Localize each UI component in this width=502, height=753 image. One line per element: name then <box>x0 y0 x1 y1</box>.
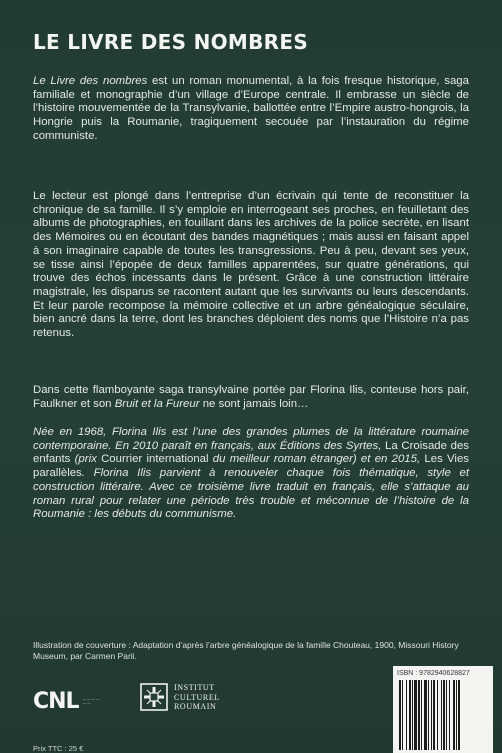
barcode-bar <box>428 680 429 750</box>
icr-line-2: CULTUREL <box>174 692 220 702</box>
bio-book-1: La Croisade des enfants <box>33 439 470 466</box>
barcode-bar <box>458 680 460 750</box>
author-bio <box>33 426 469 522</box>
barcode-bar <box>424 680 427 750</box>
institut-culturel-roumain-logo <box>140 683 220 712</box>
synopsis-text-3b: ne sont jamais loin… <box>199 397 309 410</box>
barcode-bar <box>437 680 438 750</box>
cnl-logo-subtext: — — — — — — <box>82 697 100 705</box>
barcode-bar <box>433 680 435 750</box>
bio-book-2: Les Vies parallèles <box>33 453 469 480</box>
barcode-bar <box>453 680 455 750</box>
synopsis-text-2: Le lecteur est plongé dans l’entreprise d’un écrivain qui tente de reconstituer la chronique de sa famille. Il s’y emploie en interrogeant ses proches, en feuilletant des albums de photographies, en fouillant dans les archives de la police secrète, en lisant des Mémoires ou en écoutant des bandes magnétiques ; mais aussi en faisant appel à son imaginaire capable de toutes les transgressions. Peu à peu, devant ses yeux, se tisse ainsi l’épopée de deux familles apparentées, sur quatre générations, qui trouve des échos incessants dans le présent. Grâce à une construction littéraire magistrale, les disparus se racontent autant que les survivants ou leurs descendants. Et leur parole recompose la mémoire collective et un arbre généalogique séculaire, bien ancré dans la terre, dont les branches déploient des noms que l’Histoire n’a pas retenus. <box>33 190 469 340</box>
barcode-bar <box>446 680 447 750</box>
isbn-label: ISBN : 9782940628827 <box>397 670 470 677</box>
barcode-bar <box>421 680 422 750</box>
book-title-inline: Le Livre des nombres <box>33 75 148 87</box>
barcode-bar <box>414 680 417 750</box>
cover-illustration-credit: Illustration de couverture : Adaptation d’après l’arbre généalogique de la famille Chouteau, 1900, Missouri History Museum, par Carmen Parii. <box>33 640 459 661</box>
page-title: LE LIVRE DES NOMBRES <box>33 30 309 54</box>
bio-text-4: . Florina Ilis parvient à renouveler chaque fois thématique, style et construction littéraire. Avec ce troisième livre traduit en français, elle s’attaque au roman rural pour relater une période très trouble et méconnue de l’histoire de la Roumanie : les débuts du communisme. <box>33 467 469 521</box>
synopsis-text-1: est un roman monumental, à la fois fresque historique, saga familiale et monographie d’un village d’Europe centrale. Il embrasse un siècle de l’histoire mouvementée de la Transylvanie, ballottée entre l’Empire austro-hongrois, la Hongrie puis la Roumanie, tragiquement secouée par l’instauration du régime communiste. <box>33 75 469 142</box>
bio-text-2: (prix <box>70 453 102 466</box>
barcode-bar <box>412 680 413 750</box>
cnl-logo <box>33 686 101 716</box>
icr-line-1: INSTITUT <box>174 683 215 692</box>
barcode-bar <box>431 680 432 750</box>
bio-text-1: Née en 1968, Florina Ilis est l’une des grandes plumes de la littérature roumaine contemporaine. En 2010 paraît en français, aux Éditions des Syrtes, <box>33 426 469 452</box>
icr-emblem-icon <box>140 683 168 711</box>
faulkner-title: Bruit et la Fureur <box>114 397 200 410</box>
synopsis-text-3a: Dans cette flamboyante saga transylvaine portée par Florina Ilis, conteuse hors pair, Faulkner et son <box>33 384 469 410</box>
barcode-bar <box>441 680 442 750</box>
barcode-bar <box>402 680 403 750</box>
bio-text-3: du meilleur roman étranger) et en 2015, <box>208 453 425 466</box>
synopsis-paragraph-1 <box>33 75 469 144</box>
barcode-bar <box>449 680 450 750</box>
barcode-icon <box>397 680 489 750</box>
barcode-bar <box>456 680 457 750</box>
barcode-bar <box>406 680 407 750</box>
synopsis-paragraph-3 <box>33 384 469 411</box>
barcode-box <box>393 666 493 753</box>
cnl-logo-text: CNL <box>33 688 79 714</box>
synopsis-paragraph-2 <box>33 190 469 341</box>
barcode-bar <box>399 680 401 750</box>
price-label: Prix TTC : 25 € <box>33 744 84 753</box>
bio-prize: Courrier international <box>101 453 209 466</box>
icr-line-3: ROUMAIN <box>174 702 217 711</box>
barcode-bar <box>418 680 420 750</box>
icr-logo-text <box>174 683 220 712</box>
barcode-bar <box>443 680 445 750</box>
barcode-bar <box>409 680 411 750</box>
